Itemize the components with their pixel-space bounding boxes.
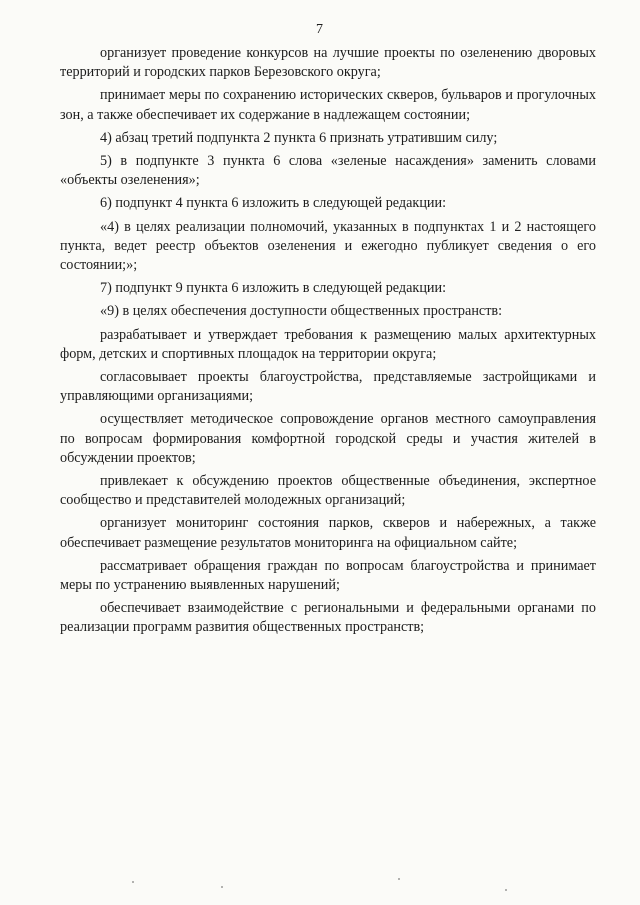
scan-speck: [505, 889, 507, 891]
paragraph: 4) абзац третий подпункта 2 пункта 6 признать утратившим силу;: [100, 129, 498, 146]
paragraph: организует проведение конкурсов на лучшие проекты по озеленению дворовых территорий и городских парков Березовского округа;: [60, 45, 596, 81]
page-number: 7: [316, 22, 324, 37]
paragraph: 6) подпункт 4 пункта 6 изложить в следующей редакции:: [100, 195, 447, 212]
paragraph: принимает меры по сохранению исторических скверов, бульваров и прогулочных зон, а также обеспечивает их содержание в надлежащем состоянии;: [60, 87, 596, 123]
paragraph: обеспечивает взаимодействие с региональными и федеральными органами по реализации программ развития общественных пространств;: [60, 600, 596, 636]
scan-speck: [398, 878, 400, 880]
paragraph: привлекает к обсуждению проектов общественные объединения, экспертное сообщество и представителей молодежных организаций;: [60, 473, 596, 509]
document-body: [60, 44, 596, 638]
paragraph: организует мониторинг состояния парков, скверов и набережных, а также обеспечивает размещение результатов мониторинга на официальном сайте;: [60, 515, 596, 551]
scan-speck: [132, 881, 134, 883]
paragraph: осуществляет методическое сопровождение органов местного самоуправления по вопросам формирования комфортной городской среды и участия жителей в обсуждении проектов;: [60, 411, 596, 466]
scan-speck: [221, 886, 223, 888]
paragraph: разрабатывает и утверждает требования к размещению малых архитектурных форм, детских и спортивных площадок на территории округа;: [60, 326, 596, 362]
paragraph: рассматривает обращения граждан по вопросам благоустройства и принимает меры по устранению выявленных нарушений;: [60, 557, 596, 594]
paragraph: «4) в целях реализации полномочий, указанных в подпунктах 1 и 2 настоящего пункта, ведет реестр объектов озеленения и ежегодно публикует сведения о его состоянии;»;: [60, 218, 596, 274]
paragraph: 7) подпункт 9 пункта 6 изложить в следующей редакции:: [100, 280, 447, 297]
paragraph: согласовывает проекты благоустройства, представляемые застройщиками и управляющими организациями;: [60, 369, 596, 405]
paragraph: 5) в подпункте 3 пункта 6 слова «зеленые насаждения» заменить словами «объекты озеленения»;: [60, 153, 596, 189]
paragraph: «9) в целях обеспечения доступности общественных пространств:: [100, 303, 503, 320]
